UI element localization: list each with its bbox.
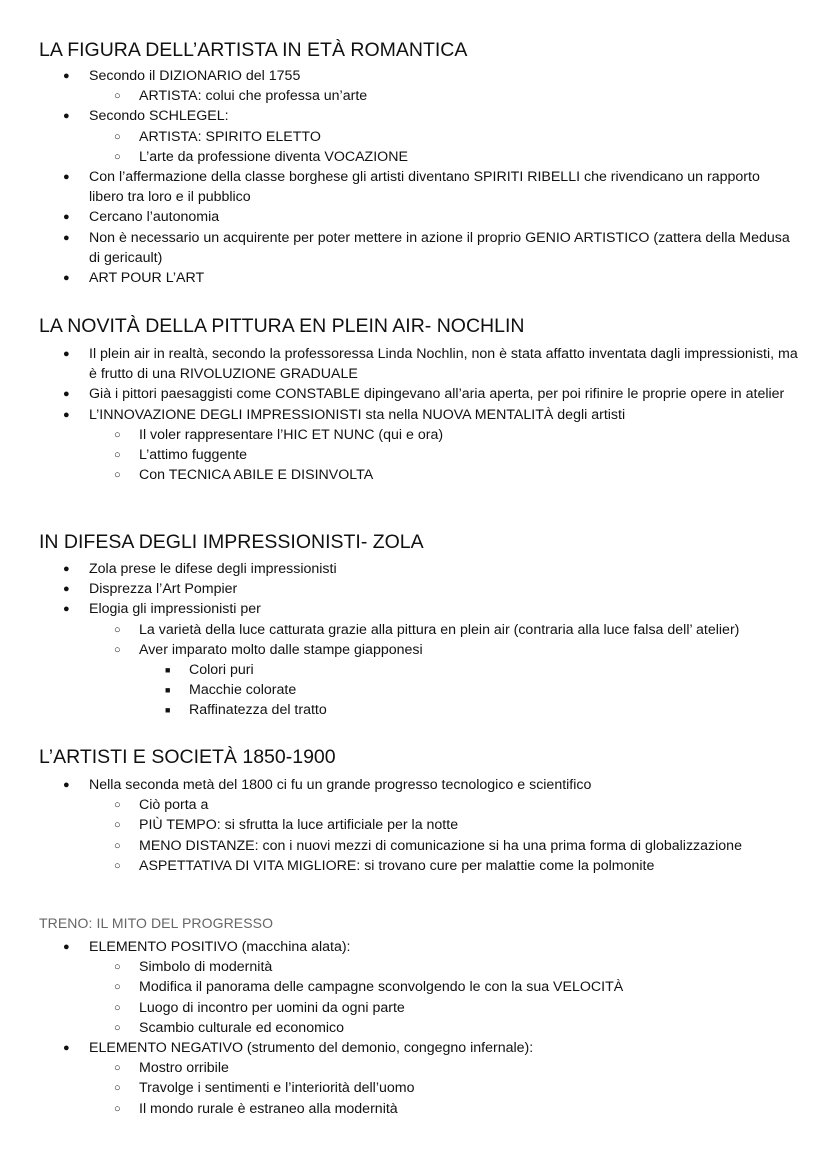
circle-bullet-icon: ○	[114, 799, 121, 812]
bullet-list	[0, 344, 828, 485]
circle-bullet-icon: ○	[114, 643, 121, 656]
bullet-list	[0, 775, 828, 876]
section-heading: LA NOVITÀ DELLA PITTURA EN PLEIN AIR- NOCHLIN	[39, 315, 525, 337]
list-item	[0, 1058, 828, 1078]
list-item-text: ART POUR L’ART	[89, 270, 205, 287]
list-item	[0, 147, 828, 167]
list-item-text: Secondo il DIZIONARIO del 1755	[89, 68, 301, 84]
bullet-icon: ●	[63, 211, 70, 224]
list-item	[0, 1099, 828, 1119]
list-item-text: Il voler rappresentare l’HIC ET NUNC (qui e ora)	[139, 426, 444, 443]
bullet-icon: ●	[63, 941, 70, 953]
list-item	[0, 559, 828, 579]
list-item	[0, 957, 828, 977]
circle-bullet-icon: ○	[114, 428, 121, 441]
circle-bullet-icon: ○	[114, 1082, 121, 1095]
bullet-icon: ●	[63, 70, 70, 82]
list-item-text: Mostro orribile	[139, 1060, 229, 1077]
list-item-text: Zola prese le difese degli impressionisti	[89, 561, 337, 577]
bullet-icon: ●	[63, 171, 70, 184]
list-item	[0, 599, 828, 619]
list-item	[0, 660, 828, 680]
list-item-text: Già i pittori paesaggisti come CONSTABLE dipingevano all’aria aperta, per poi rifinire le proprie opere in atelier	[89, 386, 785, 403]
circle-bullet-icon: ○	[114, 859, 121, 872]
list-item	[0, 167, 828, 207]
list-item-text: ASPETTATIVA DI VITA MIGLIORE: si trovano cure per malattie come la polmonite	[139, 857, 655, 874]
list-item	[0, 207, 828, 227]
circle-bullet-icon: ○	[114, 130, 121, 143]
list-item-text: Con l’affermazione della classe borghese gli artisti diventano SPIRITI RIBELLI che rivendicano un rapporto libero tra loro e il pubblico	[89, 169, 760, 206]
bullet-icon: ●	[63, 348, 70, 360]
circle-bullet-icon: ○	[114, 469, 121, 482]
circle-bullet-icon: ○	[114, 90, 121, 103]
list-item	[0, 268, 828, 288]
list-item-text: Simbolo di modernità	[139, 959, 273, 976]
list-item-text: Ciò porta a	[139, 797, 209, 814]
bullet-list	[0, 66, 828, 288]
list-item-text: Macchie colorate	[189, 682, 297, 699]
circle-bullet-icon: ○	[114, 449, 121, 462]
list-item-text: Modifica il panorama delle campagne sconvolgendo le con la sua VELOCITÀ	[139, 979, 624, 996]
list-item-text: ARTISTA: colui che professa un’arte	[139, 88, 368, 105]
list-item-text: Non è necessario un acquirente per poter mettere in azione il proprio GENIO ARTISTICO (zattera della Medusa di gericault)	[89, 229, 790, 266]
list-item-text: MENO DISTANZE: con i nuovi mezzi di comunicazione si ha una prima forma di globalizzazione	[139, 837, 742, 854]
list-item	[0, 86, 828, 106]
bullet-list	[0, 559, 828, 721]
list-item	[0, 425, 828, 445]
list-item-text: Nella seconda metà del 1800 ci fu un grande progresso tecnologico e scientifico	[89, 777, 592, 793]
list-item	[0, 977, 828, 997]
list-item	[0, 1078, 828, 1098]
square-bullet-icon: ■	[165, 665, 171, 676]
bullet-icon: ●	[63, 779, 70, 791]
list-item-text: Aver imparato molto dalle stampe giapponesi	[139, 641, 423, 658]
list-item-text: Secondo SCHLEGEL:	[89, 108, 229, 125]
circle-bullet-icon: ○	[114, 150, 121, 163]
section-plein-air	[0, 314, 828, 485]
circle-bullet-icon: ○	[114, 1062, 121, 1075]
list-item-text: L’attimo fuggente	[139, 447, 248, 464]
list-item	[0, 1038, 828, 1058]
circle-bullet-icon: ○	[114, 1001, 121, 1014]
list-item	[0, 344, 828, 384]
list-item	[0, 620, 828, 640]
bullet-icon: ●	[63, 110, 70, 123]
circle-bullet-icon: ○	[114, 839, 121, 852]
list-item	[0, 228, 828, 268]
list-item	[0, 700, 828, 720]
list-item-text: L’arte da professione diventa VOCAZIONE	[139, 148, 408, 165]
bullet-list	[0, 937, 828, 1119]
square-bullet-icon: ■	[165, 705, 171, 716]
section-train	[0, 914, 828, 1119]
circle-bullet-icon: ○	[114, 981, 121, 994]
section-zola	[0, 530, 828, 721]
list-item-text: L’INNOVAZIONE DEGLI IMPRESSIONISTI sta nella NUOVA MENTALITÀ degli artisti	[89, 406, 626, 423]
list-item	[0, 66, 828, 86]
section-heading: LA FIGURA DELL’ARTISTA IN ETÀ ROMANTICA	[39, 39, 468, 61]
bullet-icon: ●	[63, 231, 70, 244]
list-item	[0, 680, 828, 700]
list-item	[0, 579, 828, 599]
section-subheading: TRENO: IL MITO DEL PROGRESSO	[39, 915, 274, 931]
list-item	[0, 384, 828, 404]
bullet-icon: ●	[63, 563, 70, 575]
list-item-text: ELEMENTO NEGATIVO (strumento del demonio, congegno infernale):	[89, 1040, 534, 1057]
list-item	[0, 640, 828, 660]
list-item-text: ARTISTA: SPIRITO ELETTO	[139, 128, 321, 145]
list-item-text: La varietà della luce catturata grazie alla pittura en plein air (contraria alla luce falsa dell’ atelier)	[139, 621, 740, 638]
section-heading: L’ARTISTI E SOCIETÀ 1850-1900	[39, 746, 336, 768]
list-item-text: Raffinatezza del tratto	[189, 702, 327, 719]
section-heading: IN DIFESA DEGLI IMPRESSIONISTI- ZOLA	[39, 531, 424, 553]
list-item	[0, 836, 828, 856]
list-item	[0, 937, 828, 957]
circle-bullet-icon: ○	[114, 623, 121, 636]
list-item	[0, 856, 828, 876]
circle-bullet-icon: ○	[114, 1021, 121, 1034]
list-item-text: ELEMENTO POSITIVO (macchina alata):	[89, 939, 351, 955]
circle-bullet-icon: ○	[114, 819, 121, 832]
bullet-icon: ●	[63, 272, 70, 285]
list-item	[0, 815, 828, 835]
list-item-text: Elogia gli impressionisti per	[89, 601, 261, 618]
list-item	[0, 465, 828, 485]
list-item-text: Con TECNICA ABILE E DISINVOLTA	[139, 467, 374, 484]
list-item-text: Travolge i sentimenti e l’interiorità dell’uomo	[139, 1080, 415, 1097]
list-item-text: Il plein air in realtà, secondo la professoressa Linda Nochlin, non è stata affatto inventata dagli impressionisti, ma è frutto di una RIVOLUZIONE GRADUALE	[89, 346, 798, 383]
square-bullet-icon: ■	[165, 685, 171, 696]
circle-bullet-icon: ○	[114, 1102, 121, 1115]
list-item	[0, 795, 828, 815]
bullet-icon: ●	[63, 1042, 70, 1055]
list-item-text: PIÙ TEMPO: si sfrutta la luce artificiale per la notte	[139, 817, 459, 834]
list-item-text: Cercano l’autonomia	[89, 209, 220, 226]
list-item	[0, 998, 828, 1018]
list-item	[0, 127, 828, 147]
list-item	[0, 1018, 828, 1038]
list-item-text: Scambio culturale ed economico	[139, 1019, 345, 1036]
list-item-text: Disprezza l’Art Pompier	[89, 581, 238, 598]
bullet-icon: ●	[63, 388, 70, 401]
section-society	[0, 745, 828, 876]
bullet-icon: ●	[63, 583, 70, 596]
list-item-text: Il mondo rurale è estraneo alla modernità	[139, 1100, 398, 1117]
list-item-text: Luogo di incontro per uomini da ogni parte	[139, 999, 405, 1016]
list-item-text: Colori puri	[189, 662, 254, 679]
circle-bullet-icon: ○	[114, 961, 121, 974]
bullet-icon: ●	[63, 408, 70, 421]
list-item	[0, 445, 828, 465]
bullet-icon: ●	[63, 603, 70, 616]
list-item	[0, 405, 828, 425]
list-item	[0, 775, 828, 795]
list-item	[0, 106, 828, 126]
section-romantic-artist	[0, 38, 828, 288]
